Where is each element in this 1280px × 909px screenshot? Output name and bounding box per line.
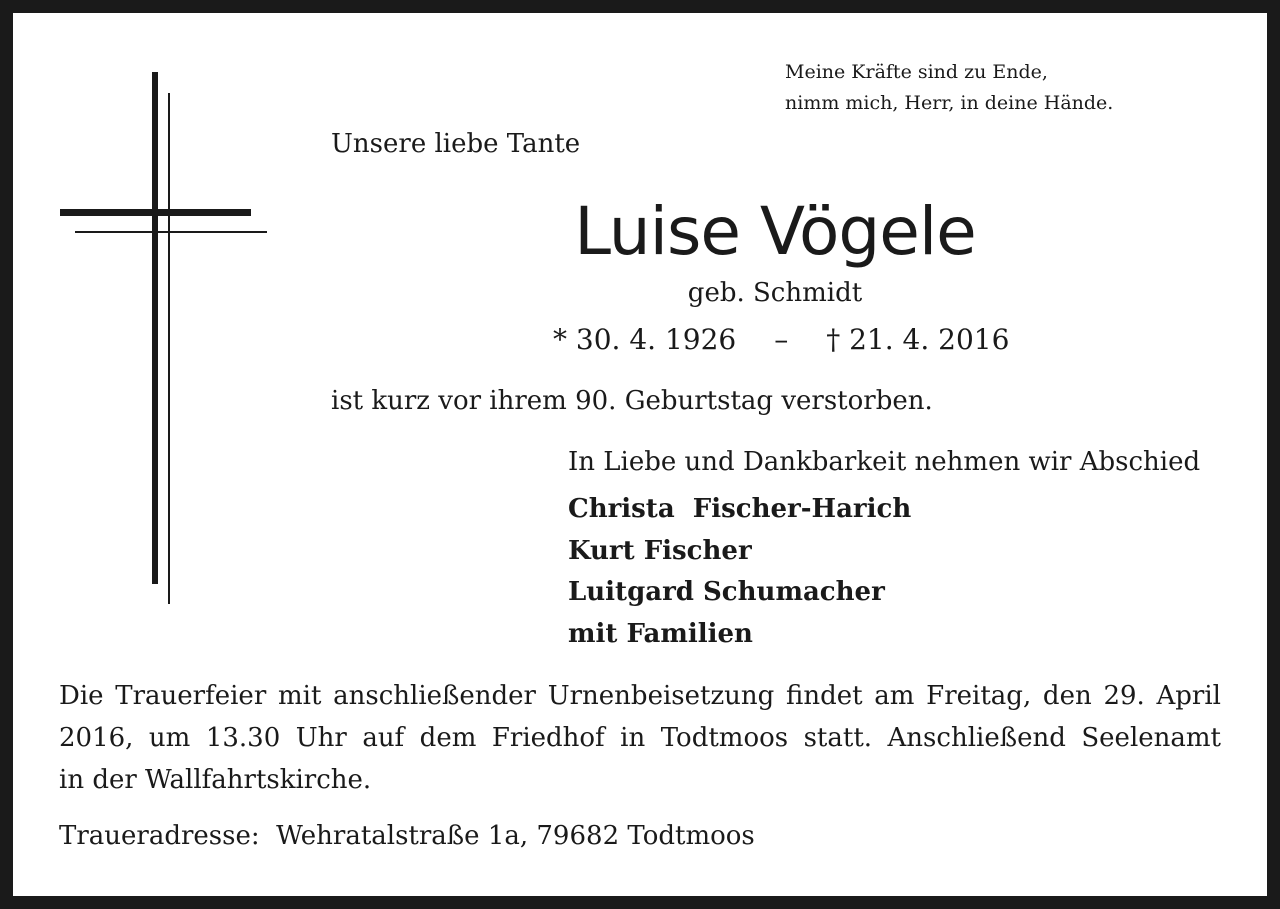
mourner-name: Christa Fischer-Harich: [568, 494, 912, 524]
ceremony-line: Die Trauerfeier mit anschließender Urnenbeisetzung findet am Freitag, den 29. April: [59, 681, 1221, 711]
motto-line: nimm mich, Herr, in deine Hände.: [785, 92, 1114, 114]
mourner-name: Kurt Fischer: [568, 535, 752, 566]
cross-vertical-thin: [168, 93, 170, 604]
intro-text: Unsere liebe Tante: [331, 129, 581, 159]
farewell-text: In Liebe und Dankbarkeit nehmen wir Abschied: [568, 447, 1201, 477]
mourners-list: [568, 489, 911, 655]
deceased-name: Luise Vögele: [574, 193, 976, 270]
motto-verse: [785, 57, 1113, 119]
birth-date: * 30. 4. 1926: [553, 323, 737, 356]
ceremony-line: in der Wallfahrtskirche.: [59, 765, 372, 795]
ceremony-notice: [59, 675, 1221, 801]
mourning-address: Traueradresse: Wehratalstraße 1a, 79682 Todtmoos: [59, 821, 755, 851]
maiden-name: geb. Schmidt: [687, 278, 863, 308]
death-date: † 21. 4. 2016: [826, 323, 1010, 356]
date-separator: –: [774, 323, 789, 356]
mourner-name: Luitgard Schumacher: [568, 577, 885, 607]
ceremony-line: 2016, um 13.30 Uhr auf dem Friedhof in Todtmoos statt. Anschließend Seelenamt: [59, 723, 1221, 753]
obituary-card: [13, 13, 1267, 896]
life-dates: [553, 323, 1009, 356]
death-statement: ist kurz vor ihrem 90. Geburtstag verstorben.: [331, 386, 933, 416]
mourner-name: mit Familien: [568, 618, 753, 649]
cross-vertical-thick: [152, 72, 158, 584]
motto-line: Meine Kräfte sind zu Ende,: [785, 61, 1048, 83]
